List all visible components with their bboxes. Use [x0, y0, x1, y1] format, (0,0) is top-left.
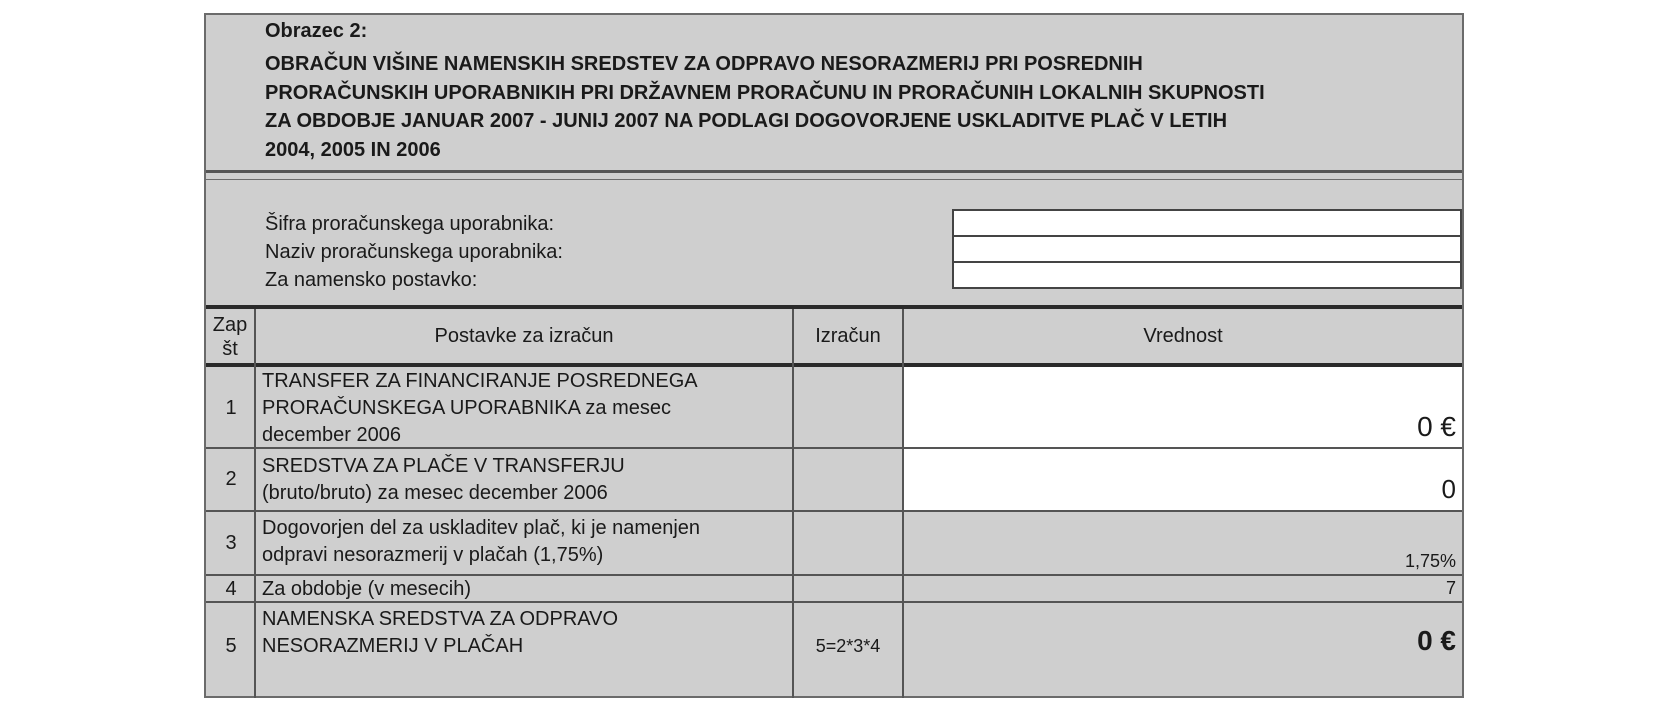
- budget-user-name-label: Naziv proračunskega uporabnika:: [265, 241, 563, 263]
- item-line: NESORAZMERIJ V PLAČAH: [262, 635, 524, 657]
- header-vrednost: Vrednost: [1143, 325, 1223, 347]
- item-line: december 2006: [262, 424, 401, 446]
- value-row-4: 7: [1445, 578, 1456, 598]
- budget-item-input[interactable]: [952, 261, 1462, 289]
- form-number: Obrazec 2:: [265, 20, 368, 42]
- form-title-line: ZA OBDOBJE JANUAR 2007 - JUNIJ 2007 NA PODLAGI DOGOVORJENE USKLADITVE PLAČ V LETIH: [265, 110, 1228, 132]
- form-header: [206, 15, 1462, 173]
- item-line: NAMENSKA SREDSTVA ZA ODPRAVO: [262, 608, 619, 630]
- value-row-2: 0: [1441, 474, 1456, 504]
- value-row-1: 0 €: [1417, 411, 1456, 442]
- value-cell-2[interactable]: [904, 449, 1462, 510]
- header-postavke: Postavke za izračun: [434, 325, 614, 347]
- item-line: Dogovorjen del za uskladitev plač, ki je namenjen: [262, 517, 701, 539]
- table-top-border: [206, 305, 1462, 309]
- item-row-4: [262, 576, 471, 603]
- item-row-3: [262, 515, 700, 569]
- row-number-3: 3: [225, 532, 237, 554]
- item-line: SREDSTVA ZA PLAČE V TRANSFERJU: [262, 455, 625, 477]
- header-izracun: Izračun: [815, 325, 881, 347]
- item-line: (bruto/bruto) za mesec december 2006: [262, 482, 608, 504]
- column-divider: [792, 309, 794, 602]
- row-number-1: 1: [225, 397, 237, 419]
- calc-row-5: 5=2*3*4: [815, 636, 881, 656]
- row-number-5: 5: [225, 635, 237, 657]
- budget-user-code-input[interactable]: [952, 209, 1462, 237]
- item-line: odpravi nesorazmerij v plačah (1,75%): [262, 544, 604, 566]
- value-cell-1[interactable]: [904, 367, 1462, 447]
- row-number-4: 4: [225, 578, 237, 600]
- header-zap-st: [206, 313, 254, 361]
- item-row-5: [262, 606, 618, 660]
- form-title-line: 2004, 2005 IN 2006: [265, 138, 441, 161]
- value-row-3: 1,75%: [1404, 551, 1456, 571]
- item-line: TRANSFER ZA FINANCIRANJE POSREDNEGA: [262, 370, 698, 392]
- budget-user-name-input[interactable]: [952, 235, 1462, 263]
- header-zap: Zap: [212, 314, 248, 336]
- budget-item-label: Za namensko postavko:: [265, 269, 478, 291]
- user-info-section: [206, 173, 1462, 339]
- form-obrazec-2: [204, 13, 1464, 698]
- item-line: Za obdobje (v mesecih): [262, 578, 471, 600]
- item-row-1: [262, 368, 698, 449]
- form-title: [265, 50, 1455, 164]
- form-title-line: OBRAČUN VIŠINE NAMENSKIH SREDSTEV ZA ODPRAVO NESORAZMERIJ PRI POSREDNIH: [265, 53, 1143, 75]
- value-row-5: 0 €: [1417, 625, 1456, 656]
- item-row-2: [262, 453, 625, 507]
- item-line: PRORAČUNSKEGA UPORABNIKA za mesec: [262, 397, 672, 419]
- row-divider: [206, 510, 1462, 512]
- form-title-line: PRORAČUNSKIH UPORABNIKIH PRI DRŽAVNEM PRORAČUNU IN PRORAČUNIH LOKALNIH SKUPNOSTI: [265, 81, 1265, 104]
- row-number-2: 2: [225, 468, 237, 490]
- divider: [206, 179, 1462, 180]
- header-st: št: [222, 338, 238, 360]
- budget-user-code-label: Šifra proračunskega uporabnika:: [265, 213, 555, 235]
